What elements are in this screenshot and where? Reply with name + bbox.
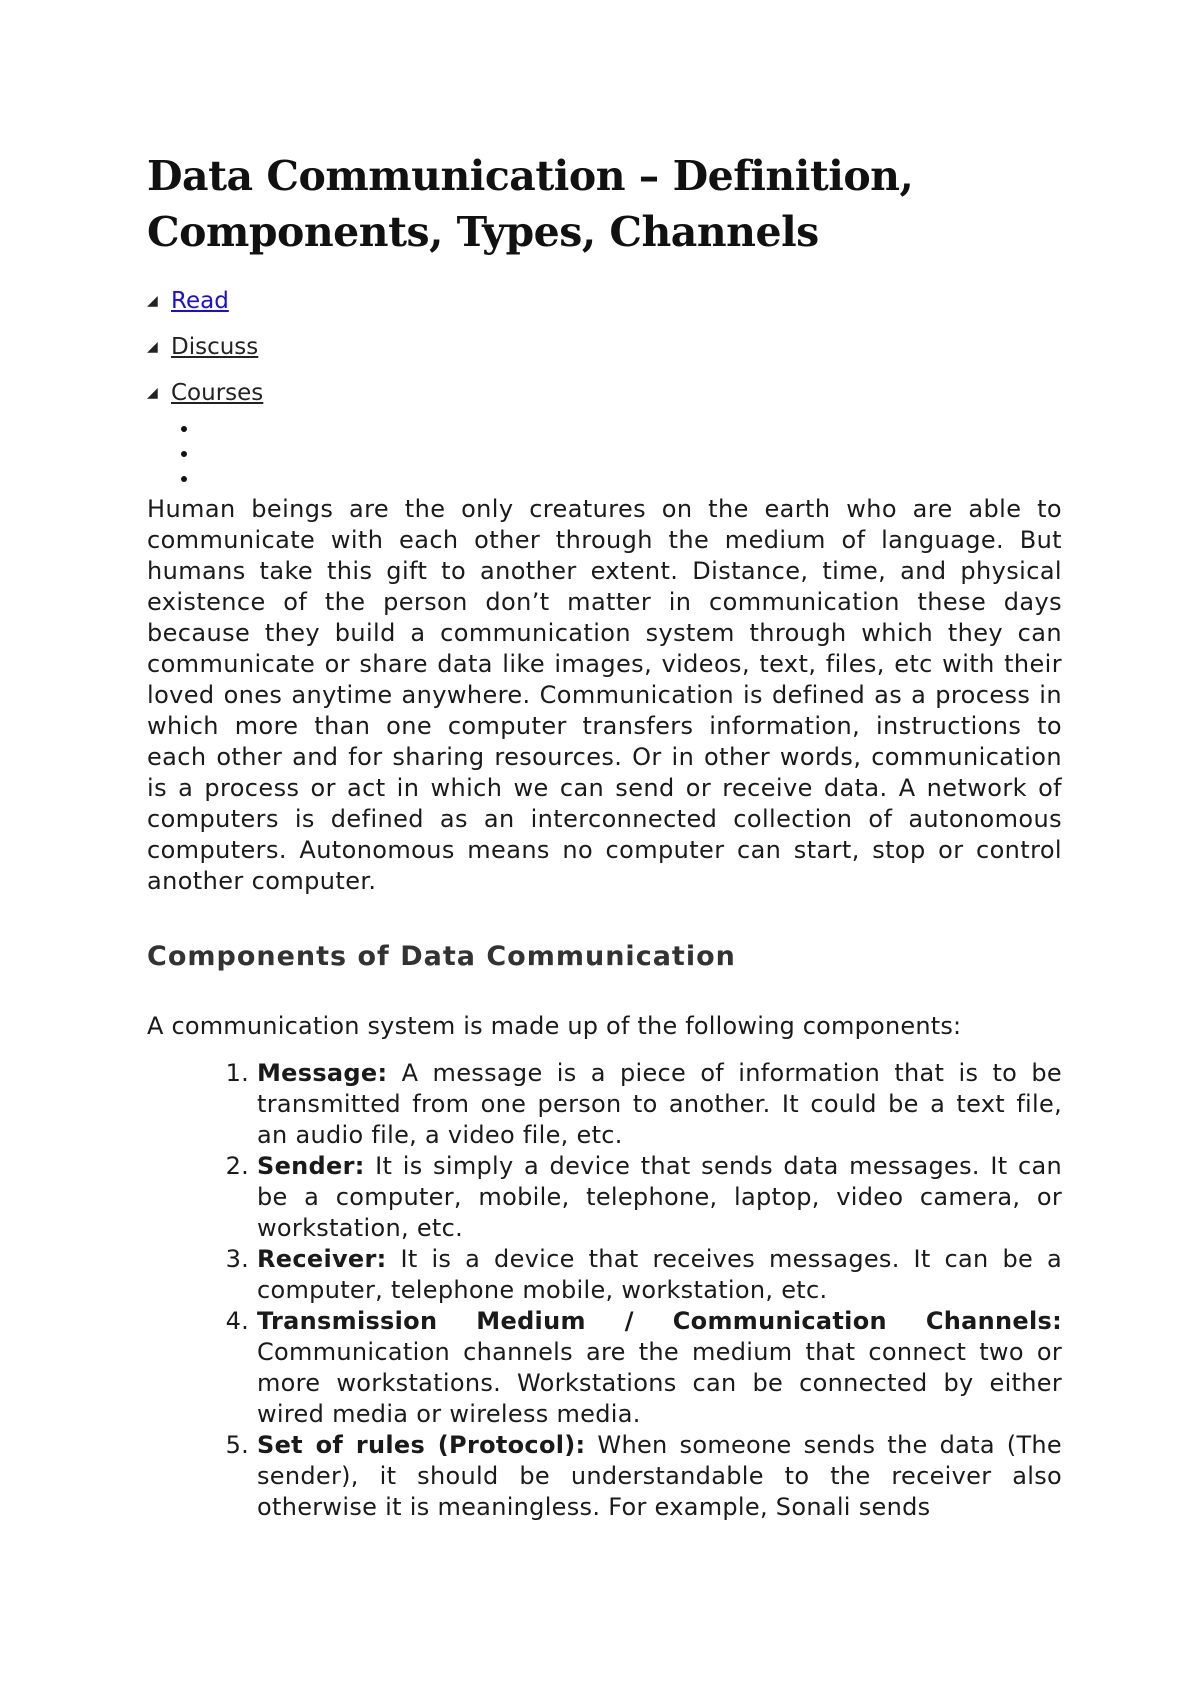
bullet-icon (181, 476, 187, 482)
tab-discuss[interactable] (147, 324, 1062, 370)
components-list (147, 1058, 1062, 1523)
tab-read-link[interactable]: Read (171, 288, 229, 314)
tab-courses[interactable] (147, 370, 1062, 416)
component-text: A message is a piece of information that is to be transmitted from one person to another. It could be a text file, an audio file, a video file, etc. (257, 1059, 1062, 1149)
component-text: It is a device that receives messages. It can be a computer, telephone mobile, workstation, etc. (257, 1245, 1062, 1304)
component-term: Receiver: (257, 1245, 387, 1273)
list-item (257, 1151, 1062, 1244)
component-term: Set of rules (Protocol): (257, 1431, 586, 1459)
bullet-icon (181, 451, 187, 457)
empty-bullet-list (181, 416, 1062, 491)
component-term: Transmission Medium / Communication Channels: (257, 1307, 1062, 1335)
tab-read[interactable] (147, 278, 1062, 324)
tab-icon: ◢ (147, 293, 158, 309)
list-item (257, 1430, 1062, 1523)
section-intro: A communication system is made up of the following components: (147, 1012, 962, 1040)
intro-paragraph: Human beings are the only creatures on the earth who are able to communicate with each other through the medium of language. But humans take this gift to another extent. Distance, time, and physical existence of the person don’t matter in communication these days because they build a communication system through which they can communicate or share data like images, videos, text, files, etc with their loved ones anytime anywhere. Communication is defined as a process in which more than one computer transfers information, instructions to each other and for sharing resources. Or in other words, communication is a process or act in which we can send or receive data. A network of computers is defined as an interconnected collection of autonomous computers. Autonomous means no computer can start, stop or control another computer. (147, 495, 1062, 895)
section-heading: Components of Data Communication (147, 941, 736, 972)
list-item (181, 416, 1062, 441)
list-item (257, 1306, 1062, 1430)
bullet-icon (181, 426, 187, 432)
tab-discuss-link[interactable]: Discuss (171, 334, 259, 360)
component-text: When someone sends the data (The sender), it should be understandable to the receiver also otherwise it is meaningless. For example, Sonali sends (257, 1431, 1063, 1521)
page-title: Data Communication – Definition, Components, Types, Channels (147, 152, 914, 256)
list-item (257, 1058, 1062, 1151)
component-term: Message: (257, 1059, 388, 1087)
list-item (257, 1244, 1062, 1306)
tab-icon: ◢ (147, 385, 158, 401)
list-item (181, 441, 1062, 466)
component-text: Communication channels are the medium that connect two or more workstations. Workstations can be connected by either wired media or wireless media. (257, 1338, 1062, 1428)
list-item (181, 466, 1062, 491)
tab-icon: ◢ (147, 339, 158, 355)
article-tabs (147, 278, 1062, 416)
tab-courses-link[interactable]: Courses (171, 380, 264, 406)
component-term: Sender: (257, 1152, 365, 1180)
component-text: It is simply a device that sends data messages. It can be a computer, mobile, telephone, laptop, video camera, or workstation, etc. (257, 1152, 1062, 1242)
article (147, 148, 1062, 1523)
